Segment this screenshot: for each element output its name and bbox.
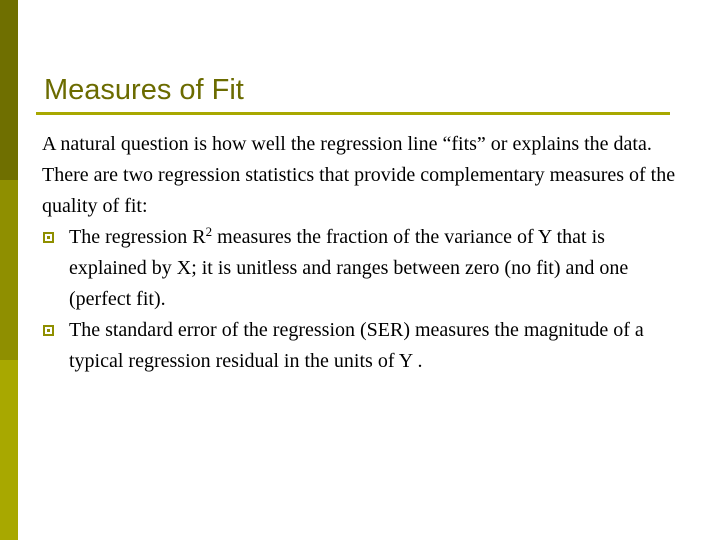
square-bullet-icon	[43, 325, 54, 336]
bullet-item-ser	[42, 315, 682, 377]
bullet-text: The standard error of the regression (SER) measures the magnitude of a typical regression residual in the units of Y .	[69, 319, 644, 372]
bullet-text-post: measures the fraction of the variance of Y that is explained by X; it is unitless and ranges between zero (no fit) and one (perfect fit).	[69, 226, 629, 310]
bullet-item-r-squared	[42, 222, 682, 315]
slide-title: Measures of Fit	[44, 74, 244, 106]
accent-segment-top	[0, 0, 18, 180]
intro-paragraph: A natural question is how well the regression line “fits” or explains the data. There are two regression statistics that provide complementary measures of the quality of fit:	[42, 133, 676, 217]
slide-body	[42, 129, 682, 377]
bullet-text-pre: The regression R	[69, 226, 206, 248]
left-accent-bar	[0, 0, 18, 540]
superscript-two: 2	[205, 224, 213, 239]
bullet-list	[42, 222, 682, 377]
title-underline	[36, 112, 670, 115]
square-bullet-icon	[43, 232, 54, 243]
accent-segment-middle	[0, 180, 18, 360]
accent-segment-bottom	[0, 360, 18, 540]
